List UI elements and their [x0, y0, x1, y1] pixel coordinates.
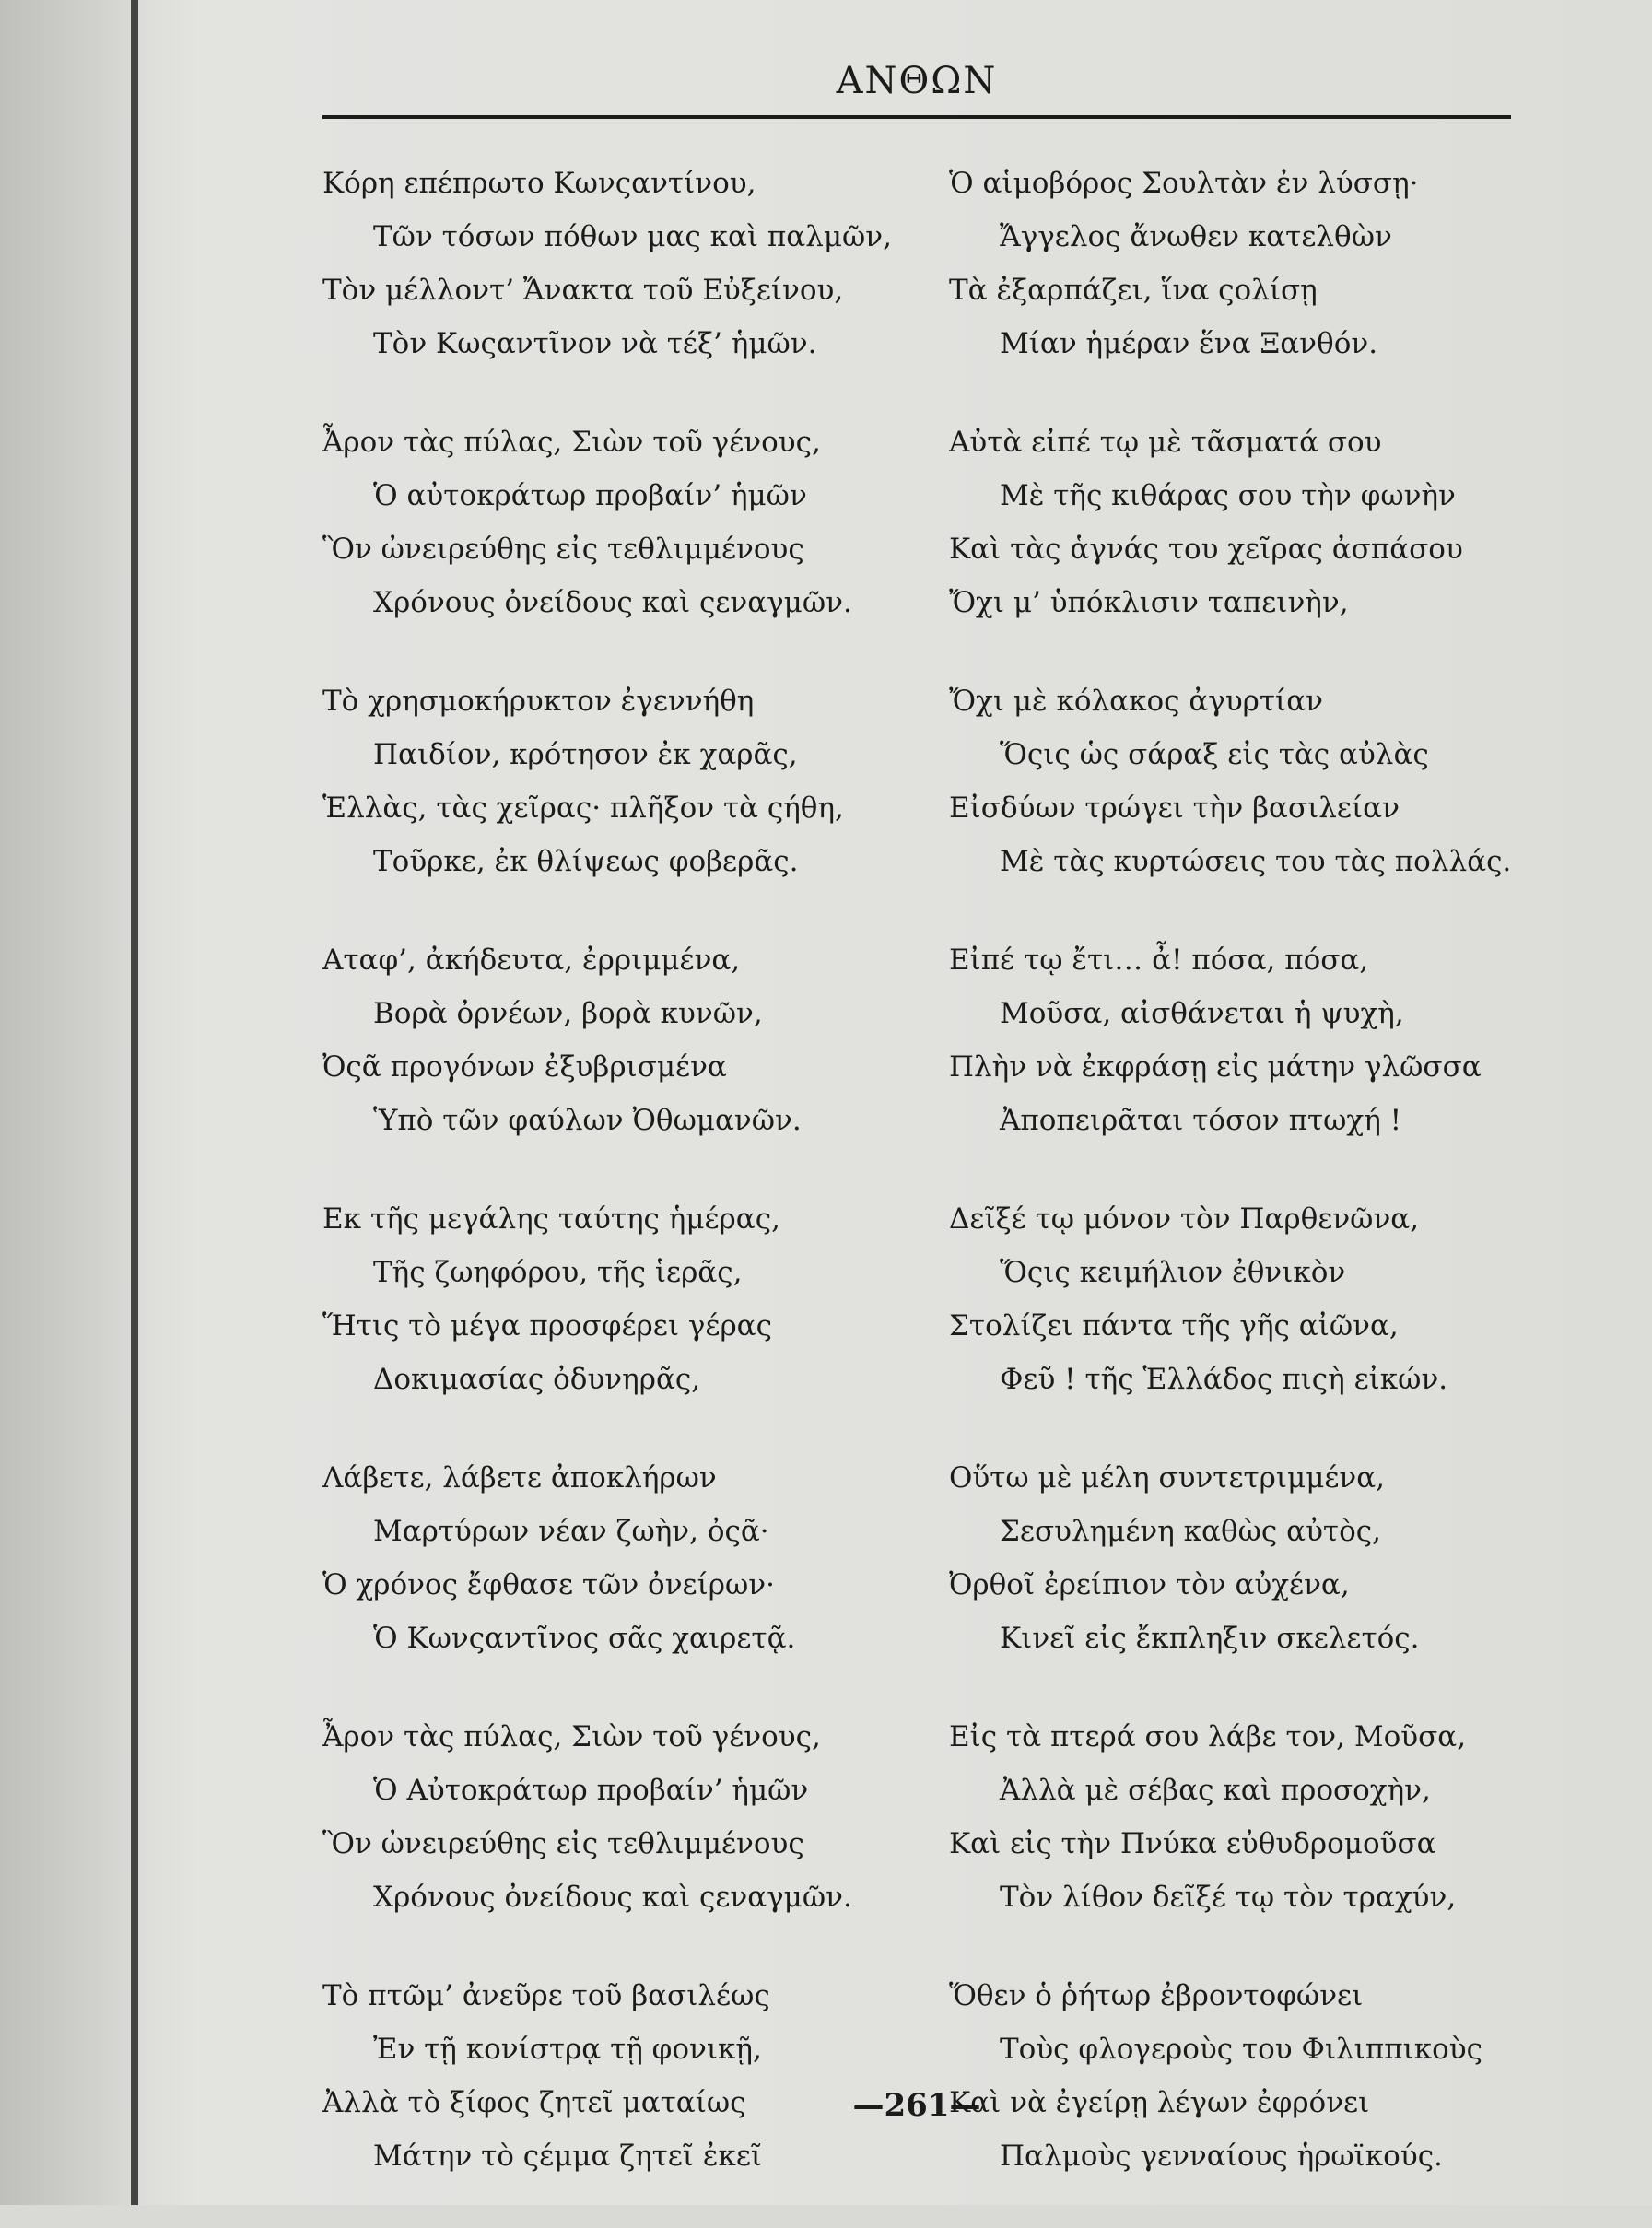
poem-line: Παιδίον, κρότησον ἐκ χαρᾶς, — [373, 738, 798, 771]
poem-line: Ἑλλὰς, τὰς χεῖρας· πλῆξον τὰ ςήθη, — [322, 792, 844, 825]
poem-line: Τοῦρκε, ἐκ θλίψεως φοβερᾶς. — [373, 845, 799, 878]
poem-line: Εἰπέ τῳ ἔτι… ἆ! πόσα, πόσα, — [949, 944, 1369, 977]
binding-edge — [131, 0, 138, 2205]
stanza — [949, 157, 1539, 370]
poem-line: Ἀποπειρᾶται τόσον πτωχή ! — [1000, 1104, 1402, 1137]
poem-line: Μοῦσα, αἰσθάνεται ἡ ψυχὴ, — [1000, 997, 1404, 1030]
poem-line: Τὸ πτῶμ’ ἀνεῦρε τοῦ βασιλέως — [322, 1979, 770, 2012]
poem-line: Ἆρον τὰς πύλας, Σιὼν τοῦ γένους, — [322, 1720, 821, 1753]
poem-line: Τὸν μέλλοντ’ Ἄνακτα τοῦ Εὐξείνου, — [322, 274, 844, 307]
poem-line: Ὃν ὠνειρεύθης εἰς τεθλιμμένους — [322, 1827, 804, 1860]
poem-line: Λάβετε, λάβετε ἀποκλήρων — [322, 1461, 717, 1495]
stanza — [322, 1451, 912, 1665]
poem-line: Αταφ’, ἀκήδευτα, ἐρριμμένα, — [322, 944, 741, 977]
poem-line: Ὑπὸ τῶν φαύλων Ὀθωμανῶν. — [373, 1104, 802, 1137]
stanza — [949, 1192, 1539, 1406]
poem-line: Ὁ Αὐτοκράτωρ προβαίν’ ἡμῶν — [373, 1774, 809, 1807]
poem-line: Αὐτὰ εἰπέ τῳ μὲ τᾶσματά σου — [949, 426, 1382, 459]
stanza — [949, 1710, 1539, 1924]
poem-line: Ὁ Κωνςαντῖνος σᾶς χαιρετᾷ. — [373, 1622, 796, 1655]
stanza — [322, 157, 912, 370]
page-number: —261— — [852, 2087, 981, 2124]
poem-line: Ὀρθοῖ ἐρείπιον τὸν αὐχένα, — [949, 1568, 1350, 1601]
stanza — [322, 1710, 912, 1924]
poem-line: Τῶν τόσων πόθων μας καὶ παλμῶν, — [373, 220, 892, 253]
poem-line: Μὲ τῆς κιθάρας σου τὴν φωνὴν — [1000, 479, 1456, 512]
poem-line: Ὄχι μὲ κόλακος ἀγυρτίαν — [949, 685, 1323, 718]
poem-line: Μαρτύρων νέαν ζωὴν, ὀςᾶ· — [373, 1515, 769, 1548]
poem-line: Καὶ τὰς ἁγνάς του χεῖρας ἀσπάσου — [949, 533, 1463, 566]
poem-line: Ὁ αὐτοκράτωρ προβαίν’ ἡμῶν — [373, 479, 807, 512]
poem-line: Κόρη επέπρωτο Κωνςαντίνου, — [322, 167, 756, 200]
poem-line: Ὁ χρόνος ἔφθασε τῶν ὀνείρων· — [322, 1568, 775, 1601]
poem-line: Ἥτις τὸ μέγα προσφέρει γέρας — [322, 1309, 772, 1343]
poem-line: Ἀλλὰ μὲ σέβας καὶ προσοχὴν, — [1000, 1774, 1431, 1807]
poem-line: Εκ τῆς μεγάλης ταύτης ἡμέρας, — [322, 1202, 780, 1236]
stanza — [322, 933, 912, 1147]
poem-line: Ὀςᾶ προγόνων ἐξυβρισμένα — [322, 1050, 727, 1084]
poem-line: Ὄχι μ’ ὑπόκλισιν ταπεινὴν, — [949, 586, 1349, 619]
poem-line: Τὸν Κωςαντῖνον νὰ τέξ’ ἡμῶν. — [373, 327, 817, 360]
poem-line: Βορὰ ὀρνέων, βορὰ κυνῶν, — [373, 997, 763, 1030]
poem-line: Ὅθεν ὁ ῥήτωρ ἐβροντοφώνει — [949, 1979, 1364, 2012]
right-column — [949, 157, 1539, 2228]
poem-line: Χρόνους ὀνείδους καὶ ςεναγμῶν. — [373, 586, 852, 619]
page-header — [322, 51, 1511, 124]
poem-line: Ἀλλὰ τὸ ξίφος ζητεῖ ματαίως — [322, 2086, 746, 2119]
stanza — [322, 416, 912, 629]
poem-line: Ἄγγελος ἄνωθεν κατελθὼν — [1000, 220, 1392, 253]
poem-line: Ὅςις κειμήλιον ἐθνικὸν — [1000, 1256, 1346, 1289]
poem-line: Εἰς τὰ πτερά σου λάβε τον, Μοῦσα, — [949, 1720, 1467, 1753]
poem-line: Ὅςις ὡς σάραξ εἰς τὰς αὐλὰς — [1000, 738, 1429, 771]
poem-line: Τῆς ζωηφόρου, τῆς ἱερᾶς, — [373, 1256, 743, 1289]
poem-line: Τὰ ἐξαρπάζει, ἵνα ςολίσῃ — [949, 274, 1318, 307]
poem-line: Χρόνους ὀνείδους καὶ ςεναγμῶν. — [373, 1881, 852, 1914]
stanza — [949, 933, 1539, 1147]
page-title: ΑΝΘΩΝ — [836, 60, 998, 102]
stanza — [949, 416, 1539, 629]
poem-line: Δεῖξέ τῳ μόνον τὸν Παρθενῶνα, — [949, 1202, 1420, 1236]
poem-line: Ὁ αἱμοβόρος Σουλτὰν ἐν λύσσῃ· — [949, 167, 1419, 200]
poem-line: Τὸ χρησμοκήρυκτον ἐγεννήθη — [322, 685, 755, 718]
poem-line: Οὕτω μὲ μέλη συντετριμμένα, — [949, 1461, 1386, 1495]
left-column — [322, 157, 912, 2228]
poem-line: Τοὺς φλογεροὺς του Φιλιππικοὺς — [1000, 2033, 1482, 2066]
poem-line: Κινεῖ εἰς ἔκπληξιν σκελετός. — [1000, 1622, 1420, 1655]
poem-line: Καὶ εἰς τὴν Πνύκα εὐθυδρομοῦσα — [949, 1827, 1436, 1860]
poem-line: Ἐν τῇ κονίστρᾳ τῇ φονικῇ, — [373, 2033, 762, 2066]
poem-line: Παλμοὺς γενναίους ἡρωϊκούς. — [1000, 2140, 1443, 2173]
poem-line: Ὃν ὠνειρεύθης εἰς τεθλιμμένους — [322, 533, 804, 566]
page-gutter — [0, 0, 147, 2205]
stanza — [322, 1192, 912, 1406]
poem-line: Στολίζει πάντα τῆς γῆς αἰῶνα, — [949, 1309, 1399, 1343]
poem-line: Δοκιμασίας ὀδυνηρᾶς, — [373, 1363, 701, 1396]
stanza — [949, 1969, 1539, 2183]
poem-line: Πλὴν νὰ ἐκφράσῃ εἰς μάτην γλῶσσα — [949, 1050, 1482, 1084]
poem-line: Σεσυλημένη καθὼς αὐτὸς, — [1000, 1515, 1381, 1548]
poem-line: Εἰσδύων τρώγει τὴν βασιλείαν — [949, 792, 1400, 825]
poem-line: Ἆρον τὰς πύλας, Σιὼν τοῦ γένους, — [322, 426, 821, 459]
poem-line: Τὸν λίθον δεῖξέ τῳ τὸν τραχύν, — [1000, 1881, 1457, 1914]
header-rule — [322, 115, 1511, 119]
stanza — [949, 1451, 1539, 1665]
stanza — [949, 674, 1539, 888]
poem-line: Μίαν ἡμέραν ἕνα Ξανθόν. — [1000, 327, 1378, 360]
poem-line: Μάτην τὸ ςέμμα ζητεῖ ἐκεῖ — [373, 2140, 763, 2173]
poem-line: Μὲ τὰς κυρτώσεις του τὰς πολλάς. — [1000, 845, 1512, 878]
stanza — [322, 674, 912, 888]
stanza — [322, 1969, 912, 2183]
poem-line: Φεῦ ! τῆς Ἑλλάδος πιςὴ εἰκών. — [1000, 1363, 1448, 1396]
poem-line: Καὶ νὰ ἐγείρῃ λέγων ἐφρόνει — [949, 2086, 1370, 2119]
